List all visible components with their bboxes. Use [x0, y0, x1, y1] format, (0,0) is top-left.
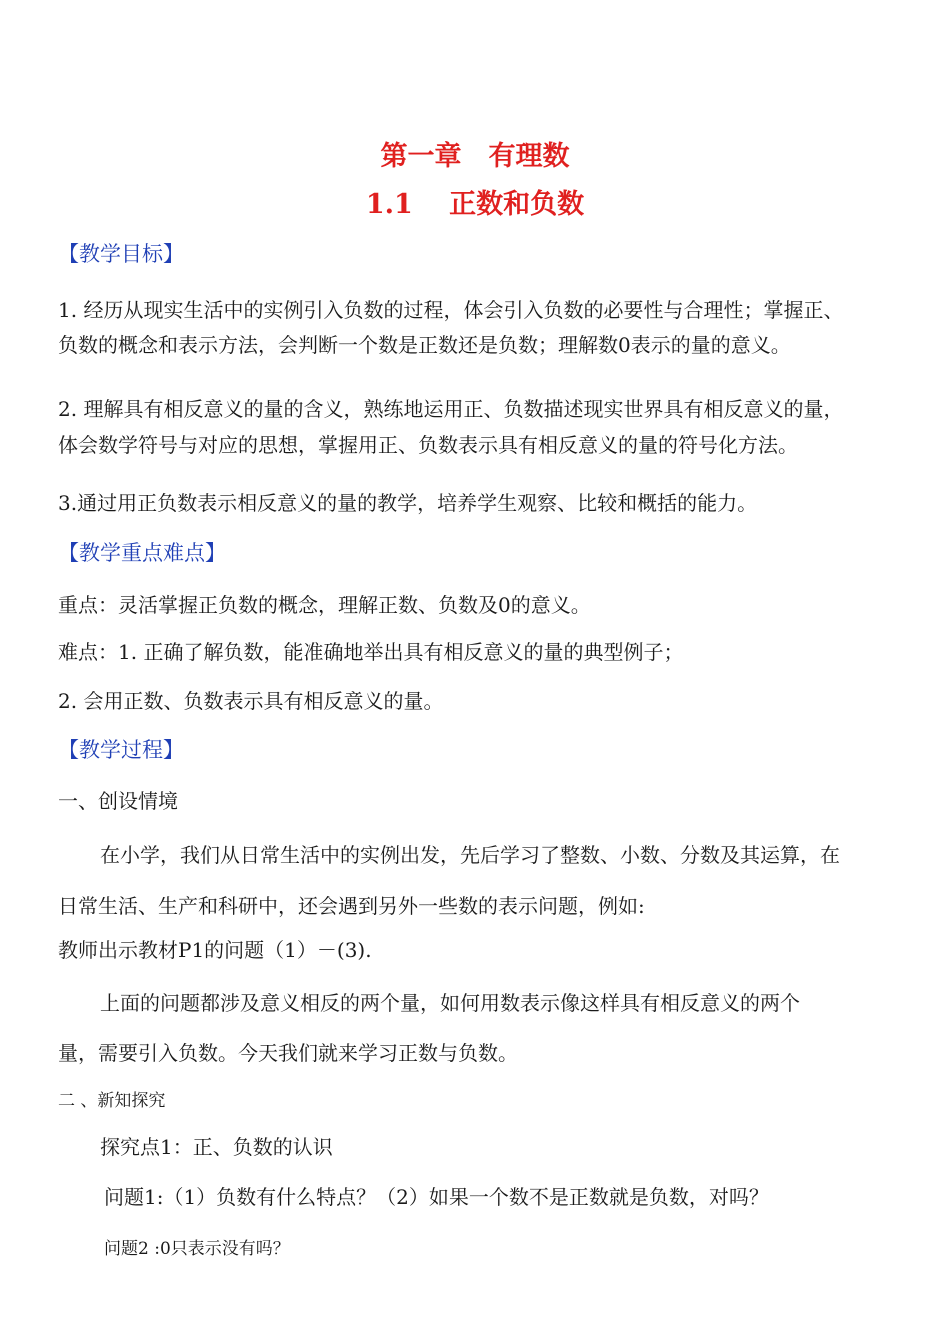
paragraph-1-line-3: 教师出示教材P1的问题（1）－(3).	[58, 938, 372, 962]
paragraph-2-line-2: 量，需要引入负数。今天我们就来学习正数与负数。	[58, 1041, 518, 1065]
paragraph-1-line-1: 在小学，我们从日常生活中的实例出发，先后学习了整数、小数、分数及其运算，在	[100, 843, 840, 867]
chapter-title: 第一章 有理数	[380, 141, 570, 172]
objectives-heading: 【教学目标】	[58, 242, 184, 266]
difficult-point-2: 2. 会用正数、负数表示具有相反意义的量。	[58, 689, 444, 713]
part-2-title: 二 、新知探究	[58, 1091, 166, 1111]
key-points-heading: 【教学重点难点】	[58, 541, 226, 565]
paragraph-2-line-1: 上面的问题都涉及意义相反的两个量，如何用数表示像这样具有相反意义的两个	[100, 991, 800, 1015]
paragraph-1-line-2: 日常生活、生产和科研中，还会遇到另外一些数的表示问题，例如:	[58, 894, 645, 918]
objective-1-line-1: 1. 经历从现实生活中的实例引入负数的过程，体会引入负数的必要性与合理性；掌握正、	[58, 298, 844, 322]
objective-2-line-1: 2. 理解具有相反意义的量的含义，熟练地运用正、负数描述现实世界具有相反意义的量，	[58, 397, 844, 421]
process-heading: 【教学过程】	[58, 738, 184, 762]
section-title: 1.1 正数和负数	[365, 189, 585, 220]
explore-point-1-title: 探究点1：正、负数的认识	[100, 1135, 333, 1159]
objective-1-line-2: 负数的概念和表示方法，会判断一个数是正数还是负数；理解数0表示的量的意义。	[58, 333, 791, 357]
part-1-title: 一、创设情境	[58, 789, 178, 813]
question-1: 问题1:（1）负数有什么特点？（2）如果一个数不是正数就是负数，对吗？	[104, 1185, 769, 1209]
difficult-point-1: 难点：1. 正确了解负数，能准确地举出具有相反意义的量的典型例子；	[58, 640, 684, 664]
question-2: 问题2 :0只表示没有吗？	[104, 1239, 290, 1259]
key-point-text: 重点：灵活掌握正负数的概念，理解正数、负数及0的意义。	[58, 593, 591, 617]
objective-3-line-1: 3.通过用正负数表示相反意义的量的教学，培养学生观察、比较和概括的能力。	[58, 491, 758, 515]
objective-2-line-2: 体会数学符号与对应的思想，掌握用正、负数表示具有相反意义的量的符号化方法。	[58, 433, 798, 457]
